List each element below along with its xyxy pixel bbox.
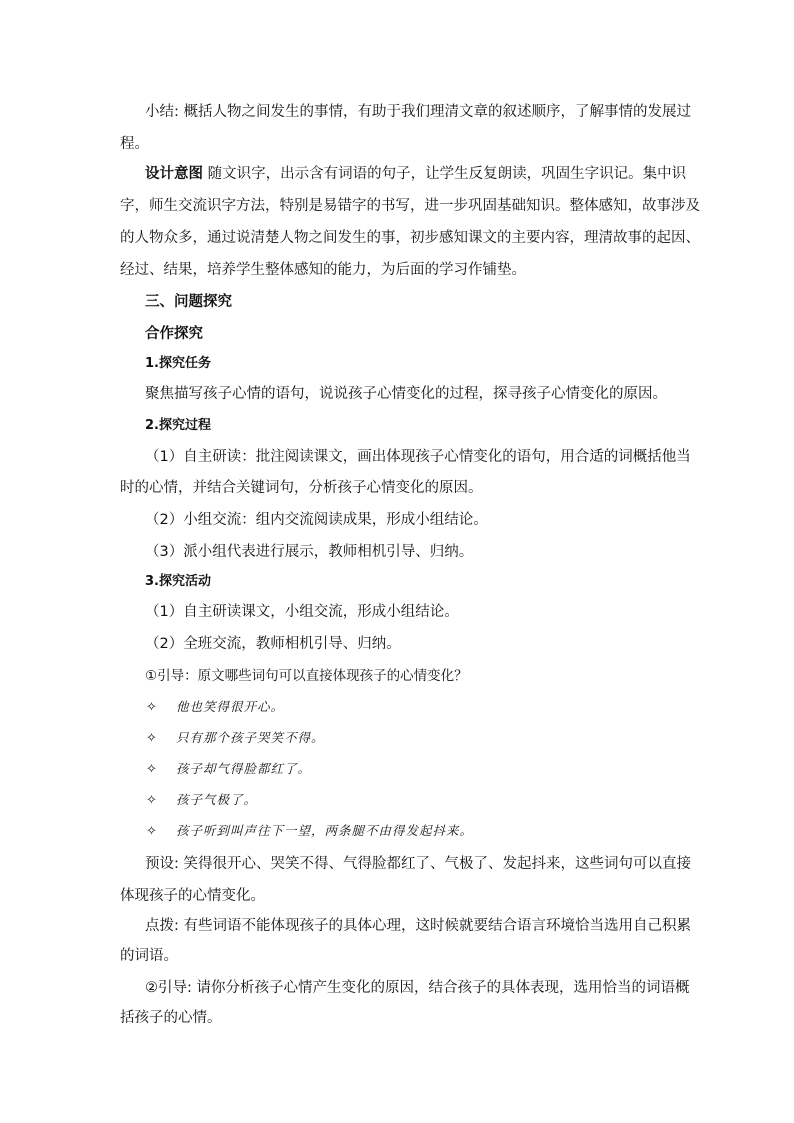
quote-text: 只有那个孩子哭笑不得。 <box>176 730 325 745</box>
summary-line-1 <box>145 98 691 126</box>
list-item <box>146 821 473 842</box>
process-item-2: （2）小组交流：组内交流阅读成果，形成小组结论。 <box>145 512 488 528</box>
guide-2-line-2: 括孩子的心情。 <box>120 1010 222 1026</box>
guide-2-line-1: ②引导: 请你分析孩子心情产生变化的原因，结合孩子的具体表现，选用恰当的词语概 <box>145 980 690 996</box>
activity-item-2: （2）全班交流，教师相机引导、归纳。 <box>145 636 401 652</box>
sparkle-bullet-icon: ✧ <box>146 793 157 808</box>
design-line-4: 经过、结果，培养学生整体感知的能力，为后面的学习作铺垫。 <box>120 262 526 278</box>
design-label: 设计意图 <box>145 166 203 182</box>
section-heading: 三、问题探究 <box>145 294 232 310</box>
design-text: 随文识字，出示含有词语的句子，让学生反复朗读，巩固生字识记。集中识 <box>203 166 687 182</box>
list-item <box>146 759 311 780</box>
coop-heading: 合作探究 <box>145 326 203 342</box>
process-item-1-line-2: 时的心情，并结合关键词句，分析孩子心情变化的原因。 <box>120 480 483 496</box>
summary-line-2: 程。 <box>120 136 149 152</box>
hint-line-1: 点拨: 有些词语不能体现孩子的具体心理，这时候就要结合语言环境恰当选用自己积累 <box>145 918 691 934</box>
guide-1: ①引导：原文哪些词句可以直接体现孩子的心情变化？ <box>145 668 468 684</box>
quote-text: 他也笑得很开心。 <box>176 699 285 714</box>
activity-heading: 3.探究活动 <box>145 574 211 589</box>
quote-text: 孩子气极了。 <box>176 792 258 807</box>
list-item <box>146 728 325 749</box>
hint-line-2: 的词语。 <box>120 948 178 964</box>
sparkle-bullet-icon: ✧ <box>146 824 157 839</box>
list-item <box>146 697 284 718</box>
design-line-1 <box>145 160 686 188</box>
task-text: 聚焦描写孩子心情的语句，说说孩子心情变化的过程，探寻孩子心情变化的原因。 <box>145 386 667 402</box>
preset-line-1: 预设: 笑得很开心、哭笑不得、气得脸都红了、气极了、发起抖来，这些词句可以直接 <box>145 856 691 872</box>
task-heading: 1.探究任务 <box>145 356 211 371</box>
process-item-3: （3）派小组代表进行展示，教师相机引导、归纳。 <box>145 544 474 560</box>
quote-text: 孩子听到叫声往下一望，两条腿不由得发起抖来。 <box>176 823 474 838</box>
list-item <box>146 790 257 811</box>
process-heading: 2.探究过程 <box>145 418 211 433</box>
process-item-1-line-1: （1）自主研读：批注阅读课文，画出体现孩子心情变化的语句，用合适的词概括他当 <box>145 449 691 465</box>
sparkle-bullet-icon: ✧ <box>146 700 157 715</box>
preset-line-2: 体现孩子的心情变化。 <box>120 888 265 904</box>
design-line-3: 的人物众多，通过说清楚人物之间发生的事，初步感知课文的主要内容，理清故事的起因、 <box>120 230 700 246</box>
summary-label: 小结: <box>145 104 184 120</box>
activity-item-1: （1）自主研读课文，小组交流，形成小组结论。 <box>145 604 459 620</box>
quote-text: 孩子却气得脸都红了。 <box>176 761 312 776</box>
sparkle-bullet-icon: ✧ <box>146 762 157 777</box>
design-line-2: 字，师生交流识字方法，特别是易错字的书写，进一步巩固基础知识。整体感知，故事涉及 <box>120 198 700 214</box>
summary-text: 概括人物之间发生的事情，有助于我们理清文章的叙述顺序，了解事情的发展过 <box>183 104 691 120</box>
sparkle-bullet-icon: ✧ <box>146 731 157 746</box>
